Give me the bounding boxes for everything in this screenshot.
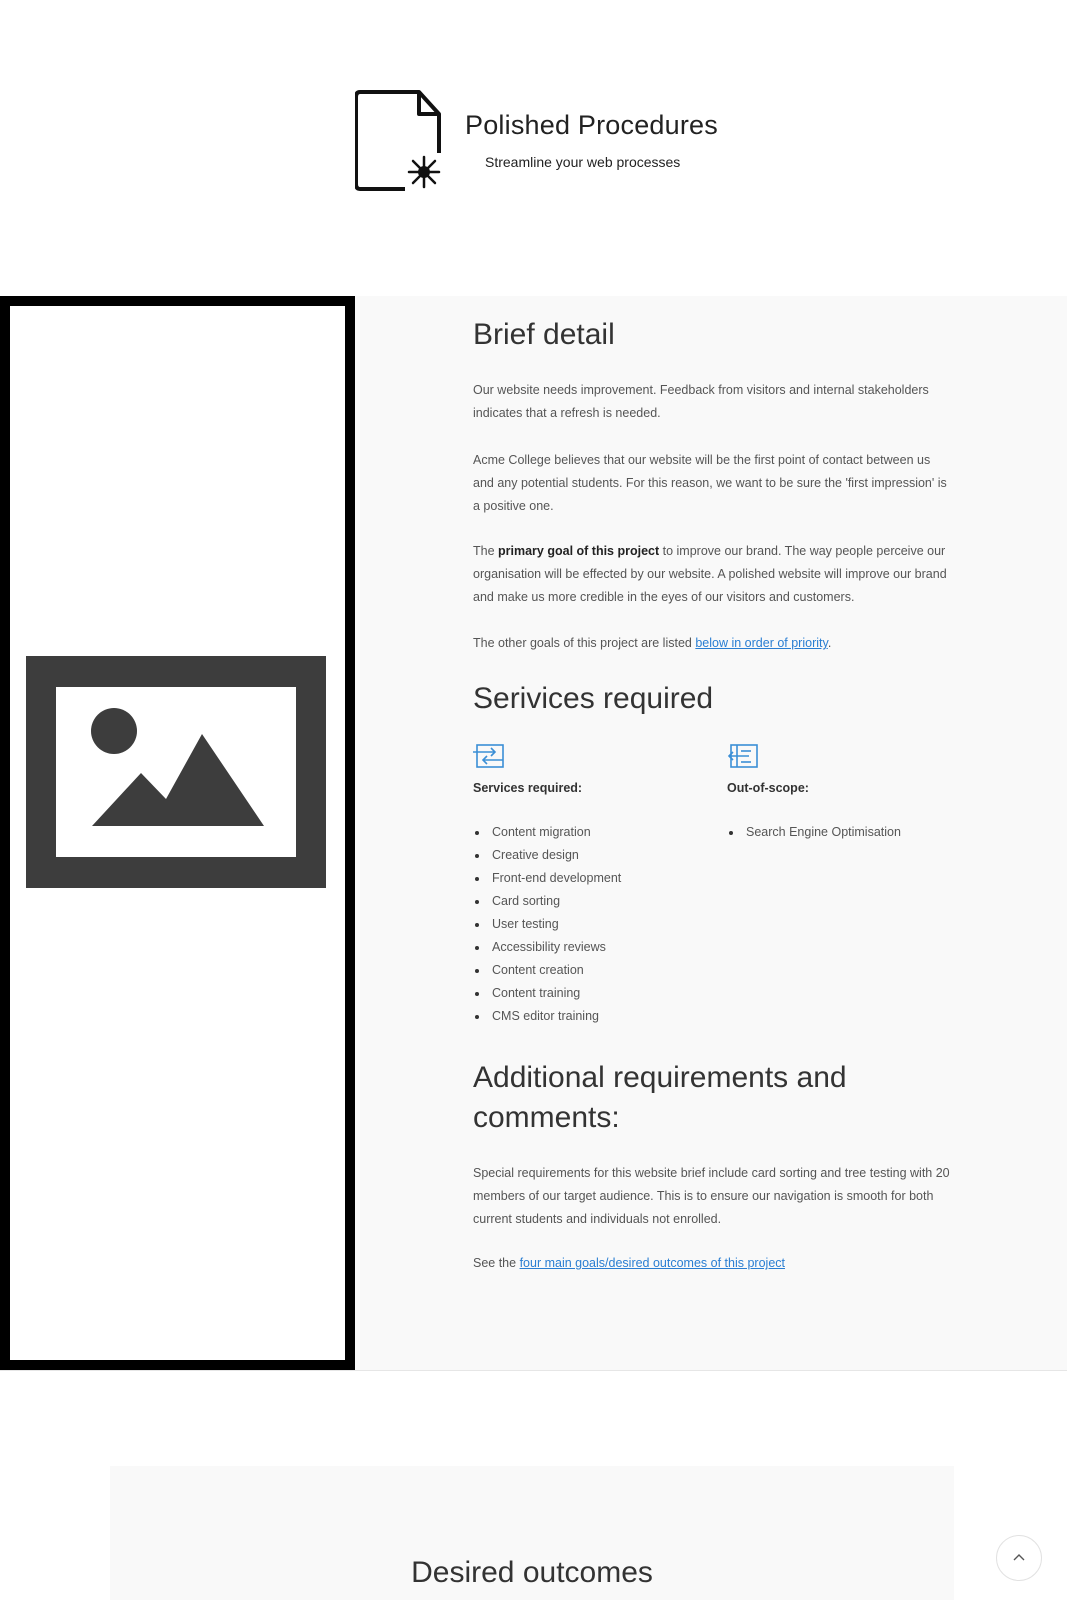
brief-paragraph-3: [473, 540, 951, 609]
brief-paragraph-1: Our website needs improvement. Feedback from visitors and internal stakeholders indicates that a refresh is needed.: [473, 383, 929, 420]
brief-title: Brief detail: [473, 318, 615, 351]
desired-outcomes-section: [110, 1466, 954, 1600]
services-title: Serivices required: [473, 682, 714, 715]
text-span: to improve our brand. The way people perceive our organisation will be effected by our website. A polished website will improve our brand and make us more credible in the eyes of our visitors and customers.: [473, 544, 947, 604]
list-item: Search Engine Optimisation: [727, 821, 967, 844]
image-placeholder-icon: [26, 656, 326, 888]
additional-see-goals: [473, 1252, 951, 1275]
services-required-heading: Services required:: [473, 781, 583, 795]
list-item: Content creation: [473, 959, 713, 982]
list-item: Card sorting: [473, 890, 713, 913]
arrow-out-box-icon: [727, 743, 759, 769]
additional-title: Additional requirements and comments:: [473, 1061, 847, 1134]
document-sparkle-icon: [355, 88, 445, 192]
sidebar-image-frame: [0, 296, 355, 1370]
priority-link[interactable]: below in order of priority: [695, 636, 828, 650]
brief-paragraph-2: Acme College believes that our website will be the first point of contact between us and any potential students. For this reason, we want to be sure the 'first impression' is a positive one.: [473, 453, 947, 513]
out-of-scope-heading: Out-of-scope:: [727, 781, 809, 795]
scroll-to-top-button[interactable]: [996, 1535, 1042, 1581]
out-of-scope-column: [727, 743, 967, 844]
list-item: Front-end development: [473, 867, 713, 890]
text-span: The: [473, 544, 499, 558]
goals-link[interactable]: four main goals/desired outcomes of this project: [519, 1256, 785, 1270]
list-item: Accessibility reviews: [473, 936, 713, 959]
services-required-column: [473, 743, 713, 1028]
text-span: .: [827, 636, 832, 650]
brief-paragraph-4: [473, 632, 951, 655]
text-span: The other goals of this project are listed: [473, 636, 696, 650]
additional-paragraph: Special requirements for this website brief include card sorting and tree testing with 20 members of our target audience. This is to ensure our navigation is smooth for both current students and individuals not enrolled.: [473, 1166, 950, 1226]
brand-title: Polished Procedures: [465, 110, 718, 140]
list-item: Creative design: [473, 844, 713, 867]
text-span: See the: [473, 1256, 520, 1270]
list-item: User testing: [473, 913, 713, 936]
site-logo[interactable]: [355, 88, 725, 198]
primary-goal-emphasis: primary goal of this project: [498, 544, 660, 558]
desired-outcomes-title: Desired outcomes: [411, 1556, 653, 1589]
chevron-up-icon: [1012, 1553, 1026, 1563]
brand-tagline: Streamline your web processes: [485, 154, 681, 170]
arrows-in-box-icon: [473, 743, 505, 769]
list-item: CMS editor training: [473, 1005, 713, 1028]
services-required-list: [473, 821, 713, 1028]
out-of-scope-list: [727, 821, 967, 844]
list-item: Content migration: [473, 821, 713, 844]
list-item: Content training: [473, 982, 713, 1005]
